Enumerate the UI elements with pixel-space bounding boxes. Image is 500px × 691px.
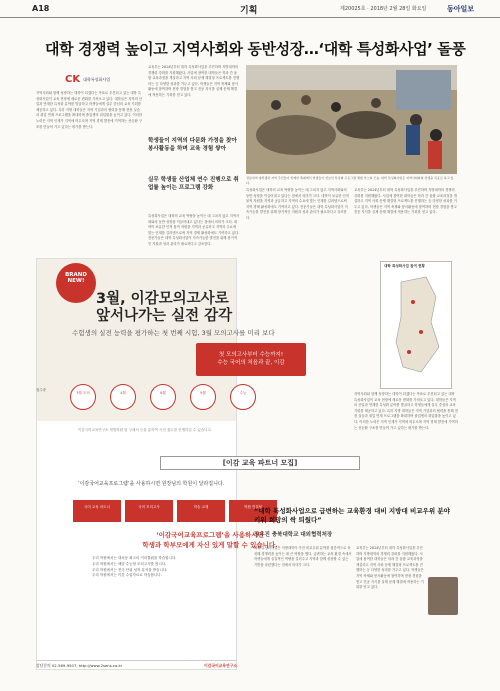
partner-box: 학습 교재 <box>177 500 225 522</box>
ad-schedule-label: 접수중 <box>36 388 47 392</box>
article-column-2b: 특성화사업은 대학의 교육 역량을 높이는 데 그치지 않고 지역사회와의 동반 성장을 이끌어내고 있다는 점에서 의미가 크다. 대학이 보유한 인적 물적 자원을 지역과 공유하고 지역의 수요에 맞는 인재를 길러냄으로써 지역 경제 활성화에도 기여하고 있다. 전문가들은 대학 특성화사업이 지속가능한 발전을 위해 장기적인 지원과 성과 관리가 필요하다고 강조한다. <box>148 214 240 246</box>
subhead-2: 실무 학생들 산업체 연수 진행으로 취업률 높이는 프로그램 강화 <box>148 177 239 191</box>
partner-box: 국어 모의고사 <box>125 500 173 522</box>
schedule-circle: 9월 <box>190 384 216 410</box>
bullet-item: 우리 학원에서는 매달 수능형 모의고사를 봅니다. <box>92 561 167 566</box>
partner-box: 국어 교육 파트너 <box>73 500 121 522</box>
ad-schedule <box>50 384 320 424</box>
interviewee-portrait <box>428 577 458 615</box>
ad-footer <box>36 660 237 670</box>
bullet-item: 우리 학원에서는 이감 수업자료로 학습합니다. <box>92 573 162 578</box>
article-column-1: 지역사회와 함께 성장하는 대학이 되겠다는 목표로 추진되고 있는 대학 특성화사업이 교육 현장에 새로운 변화를 가져오고 있다. 대학들은 지역의 산업과 연계한 특성화 분야를 발굴하고 학생들에게 실무 중심의 교육 기회를 제공하고 있다. 특히 지방 대학들은 지역 기업과의 협력을 통해 현장 실습과 취업 연계 프로그램을 확대하며 졸업생의 취업률을 높이고 있다. 이러한 노력은 지역 인재가 지역에 머무르며 지역 경제 발전에 기여하는 선순환 구조를 만들어 가고 있다는 평가를 받는다. <box>36 91 143 129</box>
event-photo <box>246 65 457 174</box>
page-number: A18 <box>32 4 50 13</box>
issue-date: 제20025호 · 2018년 2월 28일 화요일 <box>340 6 427 12</box>
promo-line2: 학생과 학부모에게 자신 있게 말할 수 있습니다. <box>142 541 278 549</box>
article-column-4: 교육부는 2014년부터 대학 특성화사업을 추진하며 지방대학의 경쟁력 강화를 지원해왔다. 사업에 참여한 대학들은 학과 간 융합 교육과정을 개설하고 지역 사회 문제 해결형 프로젝트를 진행하는 등 다양한 성과를 거두고 있다. 학생들은 지역 축제와 봉사활동에 참여하며 현장 경험을 쌓고 전공 지식을 실제 문제 해결에 적용하는 기회를 얻고 있다. <box>354 188 457 215</box>
ad-subtitle: 수험생의 실전 능력을 평가하는 첫 번째 시험, 3월 모의고사를 미리 보다 <box>72 329 275 337</box>
ad-title-line2: 앞서나가는 실전 감각 <box>96 308 233 324</box>
article-column-3: 특성화사업은 대학의 교육 역량을 높이는 데 그치지 않고 지역사회와의 동반 성장을 이끌어내고 있다는 점에서 의미가 크다. 대학이 보유한 인적 물적 자원을 지역과 공유하고 지역의 수요에 맞는 인재를 길러냄으로써 지역 경제 활성화에도 기여하고 있다. 전문가들은 대학 특성화사업이 지속가능한 발전을 위해 장기적인 지원과 성과 관리가 필요하다고 강조한다. <box>246 188 349 220</box>
partner-box: 학원 컨설팅 <box>229 500 277 522</box>
photo-caption: 전남지역 대학생과 지역 주민들이 함께한 축제에서 학생들이 선보인 특성화 프로그램 체험 부스의 모습. 대학 특성화사업은 지역사회와의 상생을 목표로 하고 있다. <box>246 176 454 185</box>
map-title: 대학 특성화사업 참여 현황 <box>384 264 425 268</box>
partner-line: ‘이감국어교육프로그램’을 사용하시면 원장님의 학원이 달라집니다. <box>78 481 225 487</box>
section-name: 기획 <box>240 6 258 16</box>
schedule-circle: 6월 <box>150 384 176 410</box>
ad-badge-line2: 수능 국어의 처음과 끝, 이감 <box>217 360 285 366</box>
ad-note: 이감국어교육연구소 개별학원 및 구매처 등을 통하여 사전 접수를 진행하실 수 있습니다. <box>78 428 212 432</box>
brand-new-badge: BRAND NEW! <box>56 263 96 303</box>
headline: 대학 경쟁력 높이고 지역사회와 동반성장…‘대학 특성화사업’ 돌풍 <box>45 40 466 58</box>
partner-title: [이감 교육 파트너 모집] <box>160 456 360 470</box>
ad-title <box>96 291 376 325</box>
ad-badge-line1: 첫 모의고사부터 수능까지! <box>218 352 284 358</box>
promo-line1: ‘이감국어교육프로그램’을 사용하시면 <box>156 531 264 539</box>
ad-title-line1: 3월, 이감모의고사로 <box>96 291 229 307</box>
newspaper-name: 동아일보 <box>447 5 475 13</box>
bullet-item: 우리 학원에서는 대치동 최고의 커리큘럼을 학습합니다. <box>92 556 177 560</box>
ck-logo-icon: CK <box>65 73 81 85</box>
ad-footer-brand: 이감국어교육연구소 <box>203 663 237 668</box>
article-column-5: 지역사회와 함께 성장하는 대학이 되겠다는 목표로 추진되고 있는 대학 특성화사업이 교육 현장에 새로운 변화를 가져오고 있다. 대학들은 지역의 산업과 연계한 특성화 분야를 발굴하고 학생들에게 실무 중심의 교육 기회를 제공하고 있다. 특히 지방 대학들은 지역 기업과의 협력을 통해 현장 실습과 취업 연계 프로그램을 확대하며 졸업생의 취업률을 높이고 있다. 이러한 노력은 지역 인재가 지역에 머무르며 지역 경제 발전에 기여하는 선순환 구조를 만들어 가고 있다는 평가를 받는다. <box>354 392 458 430</box>
article-column-2: 교육부는 2014년부터 대학 특성화사업을 추진하며 지방대학의 경쟁력 강화를 지원해왔다. 사업에 참여한 대학들은 학과 간 융합 교육과정을 개설하고 지역 사회 문제 해결형 프로젝트를 진행하는 등 다양한 성과를 거두고 있다. 학생들은 지역 축제와 봉사활동에 참여하며 현장 경험을 쌓고 전공 지식을 실제 문제 해결에 적용하는 기회를 얻고 있다. <box>148 65 240 97</box>
ad-phone: 상담문의 02-569-9507, http://www.2sens.co.kr <box>36 663 123 668</box>
participation-map <box>380 261 452 389</box>
schedule-circle: 4월 <box>110 384 136 410</box>
logo-text: 대학특성화사업 <box>83 76 111 82</box>
subhead-1: 학생들이 지역의 다문화 가정을 찾아 봉사활동을 하며 교육 경험 쌓아 <box>148 138 237 152</box>
page-header <box>0 0 500 18</box>
ad-highlight-badge <box>196 343 306 376</box>
interview-column-1: 대학 특성화사업은 지방대학이 가진 비교우위 분야를 집중적으로 육성해 경쟁력을 높이는 데 큰 역할을 했다. 급변하는 교육 환경 속에서 학생들에게 실질적인 역량을 길러주고 지역과 함께 성장할 수 있는 기반을 마련했다는 점에서 의미가 크다. <box>254 546 352 567</box>
interview-subject: 장우진 충북대학교 대외협력처장 <box>254 532 333 538</box>
schedule-circle: 3월 모의 <box>70 384 96 410</box>
interview-column-2: 교육부는 2014년부터 대학 특성화사업을 추진하며 지방대학의 경쟁력 강화를 지원해왔다. 사업에 참여한 대학들은 학과 간 융합 교육과정을 개설하고 지역 사회 문제 해결형 프로젝트를 진행하는 등 다양한 성과를 거두고 있다. 학생들은 지역 축제와 봉사활동에 참여하며 현장 경험을 쌓고 전공 지식을 실제 문제 해결에 적용하는 기회를 얻고 있다. <box>356 546 424 590</box>
bullet-item: 우리 학원에서는 전국 단위 성적 분석을 받습니다. <box>92 567 168 572</box>
schedule-circle: 수능 <box>230 384 256 410</box>
program-logo <box>65 70 145 88</box>
pull-quote: “대학 특성화사업으로 급변하는 교육환경 대비 지방대 비교우위 분야 키워 희망의 싹 틔웠다” <box>254 507 450 524</box>
